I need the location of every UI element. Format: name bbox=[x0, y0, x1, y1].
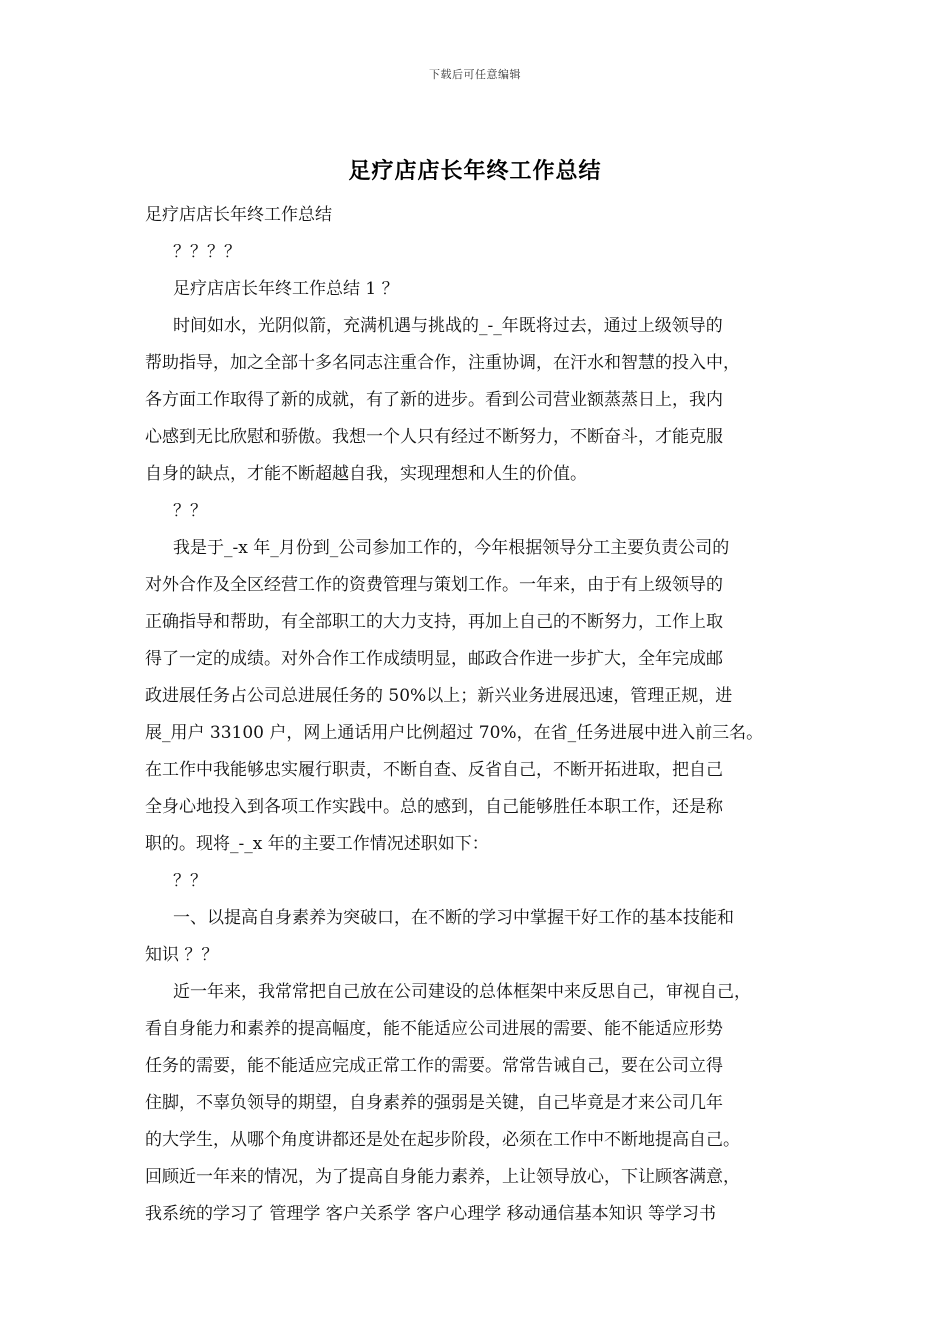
text-line: 自身的缺点，才能不断超越自我，实现理想和人生的价值。 bbox=[145, 464, 587, 484]
text-line: 正确指导和帮助，有全部职工的大力支持，再加上自己的不断努力，工作上取 bbox=[145, 612, 723, 632]
text-line: 任务的需要，能不能适应完成正常工作的需要。常常告诫自己，要在公司立得 bbox=[145, 1056, 723, 1076]
text-line: 展_用户 33100 户，网上通话用户比例超过 70%，在省_任务进展中进入前三名。 bbox=[145, 723, 764, 743]
text-line: ？？？？ bbox=[173, 242, 241, 262]
text-line: 对外合作及全区经营工作的资费管理与策划工作。一年来，由于有上级领导的 bbox=[145, 575, 723, 595]
text-line: 心感到无比欣慰和骄傲。我想一个人只有经过不断努力，不断奋斗，才能克服 bbox=[145, 427, 723, 447]
text-line: 政进展任务占公司总进展任务的 50%以上；新兴业务进展迅速，管理正规，进 bbox=[145, 686, 733, 706]
text-line: 得了一定的成绩。对外合作工作成绩明显，邮政合作进一步扩大，全年完成邮 bbox=[145, 649, 723, 669]
text-line: 各方面工作取得了新的成就，有了新的进步。看到公司营业额蒸蒸日上，我内 bbox=[145, 390, 723, 410]
text-line: ？？ bbox=[173, 871, 207, 891]
text-line: 足疗店店长年终工作总结 bbox=[145, 205, 332, 225]
text-line: 看自身能力和素养的提高幅度，能不能适应公司进展的需要、能不能适应形势 bbox=[145, 1019, 723, 1039]
text-line: 全身心地投入到各项工作实践中。总的感到，自己能够胜任本职工作，还是称 bbox=[145, 797, 723, 817]
text-line: 足疗店店长年终工作总结 1 ？ bbox=[173, 279, 399, 299]
text-line: 住脚，不辜负领导的期望，自身素养的强弱是关键，自己毕竟是才来公司几年 bbox=[145, 1093, 723, 1113]
header-note: 下载后可任意编辑 bbox=[429, 68, 521, 81]
text-line: 职的。现将_-_x 年的主要工作情况述职如下： bbox=[145, 834, 489, 854]
text-line: 的大学生，从哪个角度讲都还是处在起步阶段，必须在工作中不断地提高自己。 bbox=[145, 1130, 740, 1150]
text-line: 近一年来，我常常把自己放在公司建设的总体框架中来反思自己，审视自己， bbox=[173, 982, 751, 1002]
document-body bbox=[145, 197, 813, 1233]
text-line: 帮助指导，加之全部十多名同志注重合作，注重协调，在汗水和智慧的投入中， bbox=[145, 353, 740, 373]
text-line: 我是于_-x 年_月份到_公司参加工作的，今年根据领导分工主要负责公司的 bbox=[173, 538, 730, 558]
text-line: 时间如水，光阴似箭，充满机遇与挑战的_-_年既将过去，通过上级领导的 bbox=[173, 316, 723, 336]
text-line: 回顾近一年来的情况，为了提高自身能力素养，上让领导放心，下让顾客满意， bbox=[145, 1167, 740, 1187]
text-line: 在工作中我能够忠实履行职责，不断自查、反省自己，不断开拓进取，把自己 bbox=[145, 760, 723, 780]
text-line: 知识 ？？ bbox=[145, 945, 219, 965]
text-line: 我系统的学习了 管理学 客户关系学 客户心理学 移动通信基本知识 等学习书 bbox=[145, 1204, 717, 1224]
text-line: 一、以提高自身素养为突破口，在不断的学习中掌握干好工作的基本技能和 bbox=[173, 908, 734, 928]
document-title: 足疗店店长年终工作总结 bbox=[348, 158, 602, 184]
text-line: ？？ bbox=[173, 501, 207, 521]
